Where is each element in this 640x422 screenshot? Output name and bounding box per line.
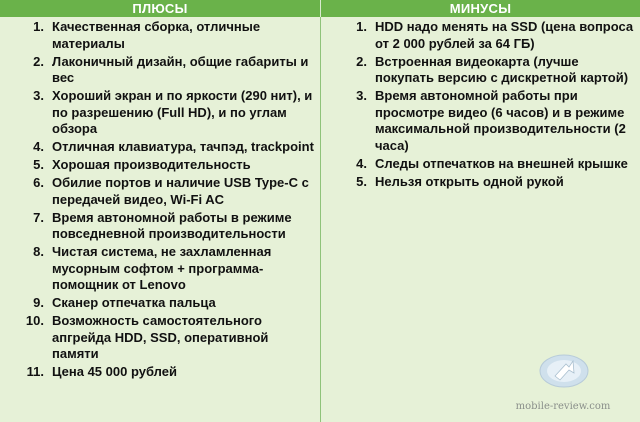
pros-item [0, 210, 320, 243]
item-number: 6. [33, 175, 44, 190]
item-number: 3. [33, 88, 44, 103]
pros-item [0, 54, 320, 87]
item-text: Хорошая производительность [52, 157, 251, 172]
item-number: 10. [25, 313, 44, 328]
item-number: 5. [33, 157, 44, 172]
pros-header: ПЛЮСЫ [132, 1, 188, 16]
item-number: 2. [33, 53, 44, 69]
table-header-row [0, 0, 640, 17]
item-text: Нельзя открыть одной рукой [375, 173, 564, 189]
item-number: 11. [26, 364, 44, 379]
item-number: 8. [33, 244, 44, 259]
item-number: 4. [356, 155, 367, 171]
cons-item [321, 54, 640, 87]
watermark-text: mobile-review.com [515, 401, 611, 412]
item-number: 1. [356, 19, 367, 34]
item-text: Качественная сборка, отличные материалы [52, 19, 261, 51]
pros-item [0, 364, 320, 381]
pros-item [0, 139, 320, 156]
pros-item [0, 175, 320, 208]
item-number: 4. [33, 139, 44, 154]
pros-item [0, 295, 320, 312]
watermark [508, 352, 618, 412]
item-number: 2. [356, 53, 367, 69]
cons-header: МИНУСЫ [320, 0, 640, 17]
cons-item [321, 88, 640, 154]
pros-list [0, 19, 320, 381]
pros-column [0, 17, 320, 422]
item-text: Хороший экран и по яркости (290 нит), и по разрешению (Full HD), и по углам обзора [52, 88, 313, 136]
cons-item [321, 174, 640, 191]
cons-item [321, 156, 640, 173]
item-text: Лаконичный дизайн, общие габариты и вес [52, 53, 309, 85]
cons-column [320, 17, 640, 422]
pros-item [0, 19, 320, 52]
pros-item [0, 157, 320, 174]
item-number: 3. [356, 88, 367, 103]
pros-item [0, 313, 320, 363]
table-body-row [0, 17, 640, 422]
item-text: Цена 45 000 рублей [52, 364, 177, 379]
item-text: Чистая система, не захламленная мусорным софтом + программа-помощник от Lenovo [52, 244, 272, 292]
item-text: Обилие портов и наличие USB Type-C с передачей видео, Wi-Fi AC [52, 175, 309, 207]
pros-item [0, 88, 320, 138]
item-text: Возможность самостоятельного апгрейда HDD, SSD, оперативной памяти [52, 313, 269, 361]
item-text: Время автономной работы в режиме повседневной производительности [52, 209, 292, 241]
cons-list [321, 19, 640, 190]
pros-item [0, 244, 320, 294]
cons-item [321, 19, 640, 52]
item-number: 9. [33, 295, 44, 310]
item-number: 5. [356, 173, 367, 189]
mobile-review-logo-icon [538, 352, 590, 390]
item-text: Время автономной работы при просмотре видео (6 часов) и в режиме максимальной производительности (2 часа) [375, 88, 626, 153]
item-text: Встроенная видеокарта (лучше покупать версию с дискретной картой) [375, 53, 629, 85]
item-text: Сканер отпечатка пальца [52, 295, 216, 310]
item-text: Следы отпечатков на внешней крышке [375, 155, 628, 171]
item-number: 7. [33, 209, 44, 225]
item-text: HDD надо менять на SSD (цена вопроса от 2 000 рублей за 64 ГБ) [375, 19, 634, 51]
item-text: Отличная клавиатура, тачпэд, trackpoint [52, 139, 314, 154]
item-number: 1. [33, 19, 44, 34]
